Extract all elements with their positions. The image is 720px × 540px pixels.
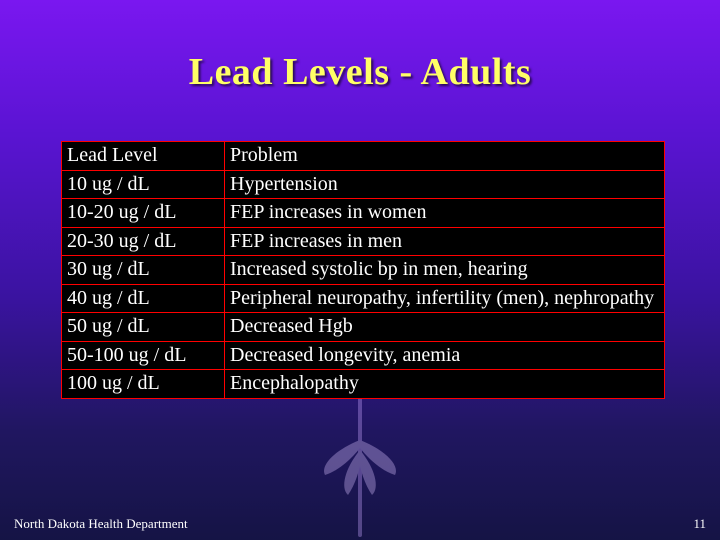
table-header-row	[62, 142, 665, 171]
lead-level-cell: 40 ug / dL	[62, 284, 225, 313]
lead-level-cell: 10-20 ug / dL	[62, 199, 225, 228]
column-header-problem: Problem	[225, 142, 665, 171]
footer-organization: North Dakota Health Department	[14, 516, 188, 531]
lead-level-cell: 50 ug / dL	[62, 313, 225, 342]
lead-level-cell: 100 ug / dL	[62, 370, 225, 399]
column-header-lead-level: Lead Level	[62, 142, 225, 171]
lead-level-cell: 30 ug / dL	[62, 256, 225, 285]
problem-cell: Increased systolic bp in men, hearing	[225, 256, 665, 285]
problem-cell: Encephalopathy	[225, 370, 665, 399]
problem-cell: Hypertension	[225, 170, 665, 199]
slide-title: Lead Levels - Adults	[188, 51, 532, 93]
table-row	[62, 341, 665, 370]
table-row	[62, 199, 665, 228]
table-row	[62, 170, 665, 199]
lead-level-cell: 10 ug / dL	[62, 170, 225, 199]
lead-level-cell: 20-30 ug / dL	[62, 227, 225, 256]
table-row	[62, 313, 665, 342]
table-row	[62, 284, 665, 313]
problem-cell: Decreased Hgb	[225, 313, 665, 342]
page-number: 11	[693, 516, 706, 531]
table-row	[62, 370, 665, 399]
table-row	[62, 227, 665, 256]
problem-cell: Decreased longevity, anemia	[225, 341, 665, 370]
lead-level-cell: 50-100 ug / dL	[62, 341, 225, 370]
problem-cell: FEP increases in women	[225, 199, 665, 228]
table-row	[62, 256, 665, 285]
problem-cell: Peripheral neuropathy, infertility (men), nephropathy	[225, 284, 665, 313]
problem-cell: FEP increases in men	[225, 227, 665, 256]
lead-levels-table	[61, 141, 665, 399]
